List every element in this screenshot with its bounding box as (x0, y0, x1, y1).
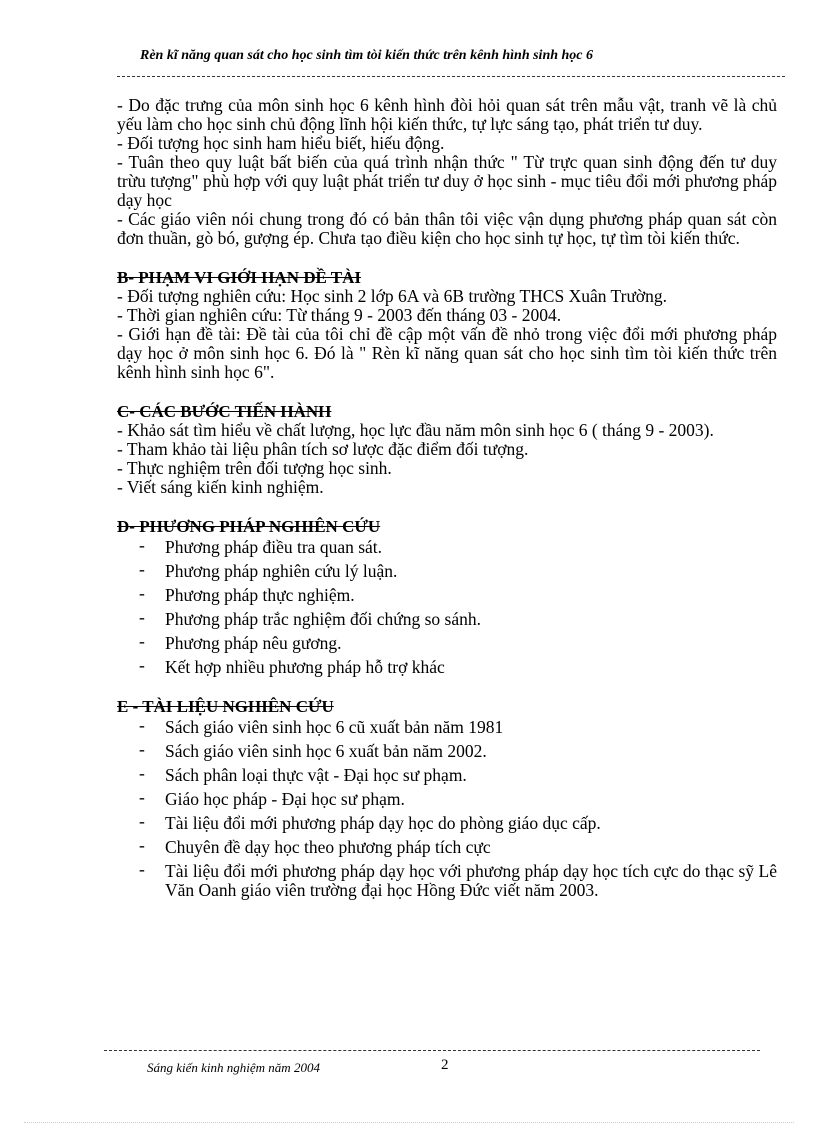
list-item (117, 715, 777, 737)
dash-bullet: - (139, 655, 145, 675)
paragraph: - Đối tượng nghiên cứu: Học sinh 2 lớp 6A và 6B trường THCS Xuân Trường. (117, 286, 668, 306)
list-item (117, 583, 777, 605)
page-header-title: Rèn kĩ năng quan sát cho học sinh tìm tòi kiến thức trên kênh hình sinh học 6 (140, 48, 594, 63)
paragraph: - Viết sáng kiến kinh nghiệm. (117, 477, 324, 497)
list-item (117, 739, 777, 761)
list-item-text: Phương pháp trắc nghiệm đối chứng so sánh. (165, 609, 481, 629)
list-item-text: Sách giáo viên sinh học 6 xuất bản năm 2002. (165, 741, 487, 761)
list-item (117, 607, 777, 629)
section-c (117, 402, 777, 497)
reference-list (117, 715, 777, 900)
list-item (117, 655, 777, 677)
paragraph: - Các giáo viên nói chung trong đó có bản thân tôi việc vận dụng phương pháp quan sát còn đơn thuần, gò bó, gượng ép. Chưa tạo điều kiện cho học sinh tự học, tự tìm tòi kiến thức. (117, 209, 777, 248)
header-divider (117, 76, 785, 77)
list-item-text: Kết hợp nhiều phương pháp hỗ trợ khác (165, 657, 445, 677)
document-body (117, 96, 777, 905)
dash-bullet: - (139, 811, 145, 831)
dash-bullet: - (139, 559, 145, 579)
paragraph: - Tham khảo tài liệu phân tích sơ lược đặc điểm đối tượng. (117, 439, 529, 459)
list-item (117, 811, 777, 833)
intro-section (117, 96, 777, 248)
list-item-text: Tài liệu đổi mới phương pháp dạy học với phương pháp dạy học tích cực do thạc sỹ Lê Văn Oanh giáo viên trường đại học Hồng Đức viết năm 2003. (165, 861, 777, 900)
dash-bullet: - (139, 715, 145, 735)
list-item-text: Sách phân loại thực vật - Đại học sư phạm. (165, 765, 467, 785)
paragraph: - Đối tượng học sinh ham hiểu biết, hiếu động. (117, 133, 445, 153)
list-item-text: Phương pháp nêu gương. (165, 633, 342, 653)
list-item (117, 631, 777, 653)
list-item (117, 535, 777, 557)
list-item-text: Chuyên đề dạy học theo phương pháp tích cực (165, 837, 491, 857)
list-item (117, 559, 777, 581)
section-heading: B- PHẠM VI GIỚI HẠN ĐỀ TÀI (117, 268, 362, 287)
section-e (117, 697, 777, 900)
list-item (117, 763, 777, 785)
list-item-text: Phương pháp điều tra quan sát. (165, 537, 383, 557)
dash-bullet: - (139, 763, 145, 783)
section-heading: D- PHƯƠNG PHÁP NGHIÊN CỨU (117, 517, 381, 536)
list-item (117, 835, 777, 857)
list-item-text: Sách giáo viên sinh học 6 cũ xuất bản năm 1981 (165, 717, 504, 737)
dash-bullet: - (139, 607, 145, 627)
dash-bullet: - (139, 631, 145, 651)
paragraph: - Khảo sát tìm hiểu về chất lượng, học lực đầu năm môn sinh học 6 ( tháng 9 - 2003). (117, 420, 714, 440)
list-item-text: Tài liệu đổi mới phương pháp dạy học do phòng giáo dục cấp. (165, 813, 601, 833)
dash-bullet: - (139, 535, 145, 555)
dash-bullet: - (139, 835, 145, 855)
paragraph: - Thực nghiệm trên đối tượng học sinh. (117, 458, 392, 478)
section-b (117, 268, 777, 382)
section-heading: C- CÁC BƯỚC TIẾN HÀNH (117, 402, 332, 421)
dash-bullet: - (139, 739, 145, 759)
section-d (117, 517, 777, 677)
list-item (117, 787, 777, 809)
page-number: 2 (441, 1057, 449, 1073)
section-heading: E - TÀI LIỆU NGHIÊN CỨU (117, 697, 334, 716)
list-item (117, 859, 777, 900)
list-item-text: Phương pháp nghiên cứu lý luận. (165, 561, 398, 581)
footer-divider (104, 1050, 760, 1051)
method-list (117, 535, 777, 677)
list-item-text: Phương pháp thực nghiệm. (165, 585, 355, 605)
paragraph: - Thời gian nghiên cứu: Từ tháng 9 - 2003 đến tháng 03 - 2004. (117, 305, 562, 325)
dash-bullet: - (139, 859, 145, 879)
dash-bullet: - (139, 583, 145, 603)
dash-bullet: - (139, 787, 145, 807)
paragraph: - Tuân theo quy luật bất biến của quá trình nhận thức " Từ trực quan sinh động đến tư duy trừu tượng" phù hợp với quy luật phát triển tư duy ở học sinh - mục tiêu đổi mới phương pháp dạy học (117, 152, 777, 210)
list-item-text: Giáo học pháp - Đại học sư phạm. (165, 789, 405, 809)
paragraph: - Giới hạn đề tài: Đề tài của tôi chỉ đề cập một vấn đề nhỏ trong việc đổi mới phương pháp dạy học ở môn sinh học 6. Đó là " Rèn kĩ năng quan sát cho học sinh tìm tòi kiến thức trên kênh hình sinh học 6". (117, 324, 777, 382)
footer-text: Sáng kiến kinh nghiệm năm 2004 (147, 1060, 320, 1075)
paragraph: - Do đặc trưng của môn sinh học 6 kênh hình đòi hỏi quan sát trên mẫu vật, tranh vẽ là chủ yếu làm cho học sinh chủ động lĩnh hội kiến thức, tự lực sáng tạo, phát triển tư duy. (117, 95, 777, 134)
